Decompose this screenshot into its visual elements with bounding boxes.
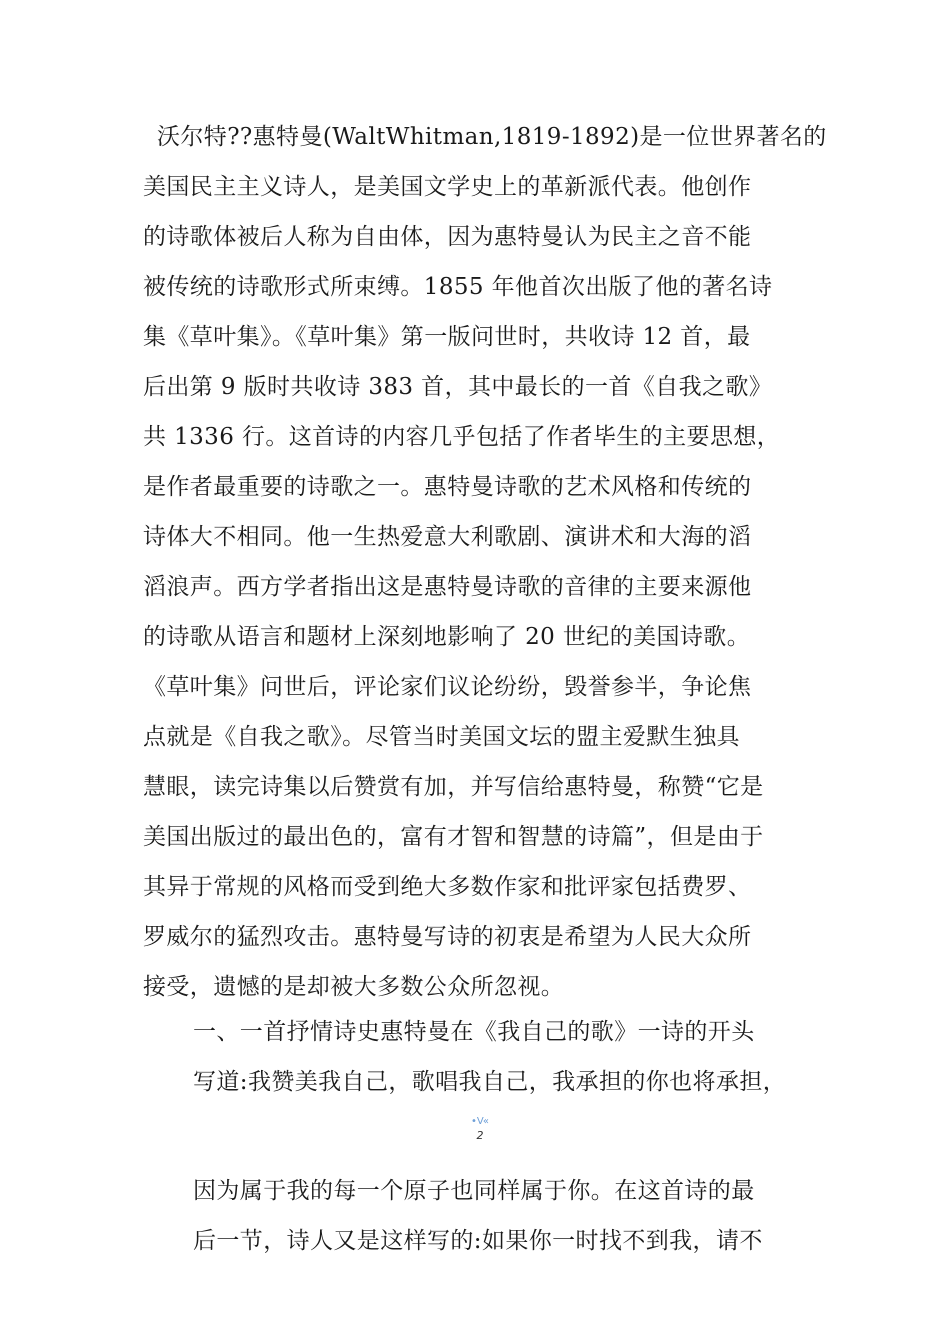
- paragraph-line: 滔浪声。西方学者指出这是惠特曼诗歌的音律的主要来源他: [143, 574, 752, 600]
- paragraph-line: 接受，遗憾的是却被大多数公众所忽视。: [143, 974, 565, 1000]
- paragraph-line: 的诗歌体被后人称为自由体，因为惠特曼认为民主之音不能: [143, 224, 752, 250]
- continuation-line: 后一节，诗人又是这样写的:如果你一时找不到我，请不: [193, 1228, 763, 1254]
- paragraph-line: 沃尔特??惠特曼(WaltWhitman,1819-1892)是一位世界著名的: [157, 124, 827, 150]
- paragraph-line: 被传统的诗歌形式所束缚。1855 年他首次出版了他的著名诗: [143, 274, 773, 300]
- footer-mark: •V«: [471, 1116, 489, 1127]
- paragraph-line: 美国出版过的最出色的，富有才智和智慧的诗篇”，但是由于: [143, 824, 764, 850]
- paragraph-line: 慧眼，读完诗集以后赞赏有加，并写信给惠特曼，称赞“它是: [143, 774, 764, 800]
- paragraph-line: 的诗歌从语言和题材上深刻地影响了 20 世纪的美国诗歌。: [143, 624, 751, 650]
- paragraph-line: 其异于常规的风格而受到绝大多数作家和批评家包括费罗、: [143, 874, 752, 900]
- paragraph-line: 后出第 9 版时共收诗 383 首，其中最长的一首《自我之歌》: [143, 374, 773, 400]
- intro-paragraph: [143, 112, 833, 1012]
- paragraph-line: 诗体大不相同。他一生热爱意大利歌剧、演讲术和大海的滔: [143, 524, 752, 550]
- paragraph-line: 共 1336 行。这首诗的内容几乎包括了作者毕生的主要思想，: [143, 424, 781, 450]
- page-footer: [400, 1115, 560, 1143]
- next-page-text: [193, 1166, 833, 1266]
- paragraph-line: 集《草叶集》。《草叶集》第一版问世时，共收诗 12 首，最: [143, 324, 751, 350]
- section-one-heading: [193, 1007, 833, 1107]
- continuation-line: 因为属于我的每一个原子也同样属于你。在这首诗的最: [193, 1178, 755, 1204]
- paragraph-line: 罗威尔的猛烈攻击。惠特曼写诗的初衷是希望为人民大众所: [143, 924, 752, 950]
- section-line: 一、一首抒情诗史惠特曼在《我自己的歌》一诗的开头: [193, 1019, 755, 1045]
- page-number: 2: [476, 1129, 484, 1142]
- section-line: 写道:我赞美我自己，歌唱我自己，我承担的你也将承担，: [193, 1069, 787, 1095]
- paragraph-line: 《草叶集》问世后，评论家们议论纷纷，毁誉参半，争论焦: [143, 674, 752, 700]
- paragraph-line: 点就是《自我之歌》。尽管当时美国文坛的盟主爱默生独具: [143, 724, 740, 750]
- paragraph-line: 是作者最重要的诗歌之一。惠特曼诗歌的艺术风格和传统的: [143, 474, 752, 500]
- paragraph-line: 美国民主主义诗人，是美国文学史上的革新派代表。他创作: [143, 174, 752, 200]
